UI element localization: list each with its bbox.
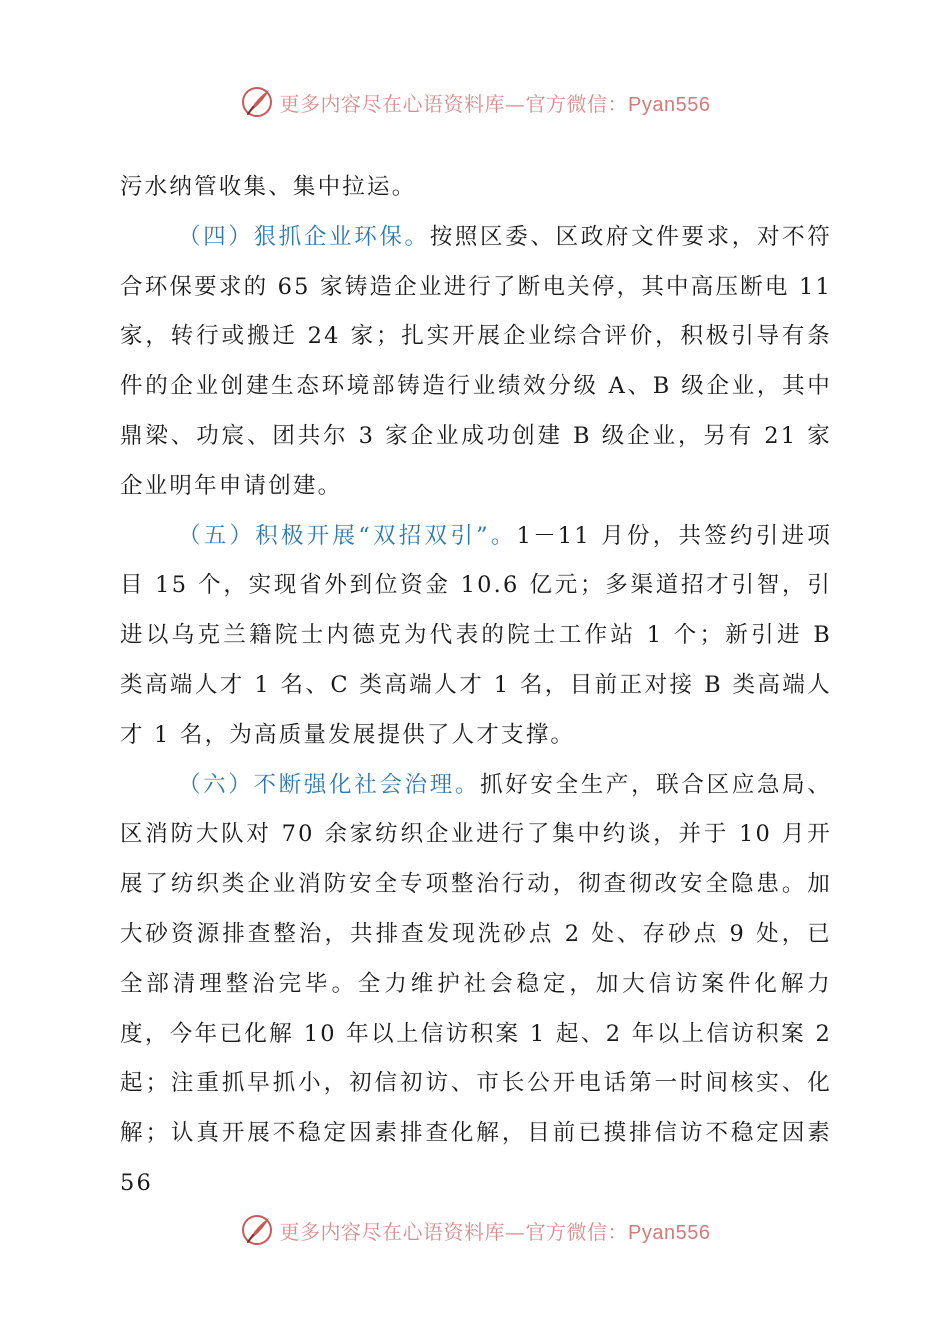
section-heading: （六）不断强化社会治理。 xyxy=(178,771,481,798)
watermark-handle: Pyan556 xyxy=(628,93,711,116)
paragraph-text: 按照区委、区政府文件要求，对不符合环保要求的 65 家铸造企业进行了断电关停，其中高压断电 11 家，转行或搬迁 24 家；扎实开展企业综合评价，积极引导有条件的企业创建生态环境部铸造行业绩效分级 A、B 级企业，其中鼎梁、功宸、团共尔 3 家企业成功创建 B 级企业，另有 21 家企业明年申请创建。 xyxy=(120,223,832,499)
watermark-handle: Pyan556 xyxy=(628,1221,711,1244)
paragraph-text: 抓好安全生产，联合区应急局、区消防大队对 70 余家纺织企业进行了集中约谈，并于 10 月开展了纺织类企业消防安全专项整治行动，彻查彻改安全隐患。加大砂资源排查整治，共排查发现洗砂点 2 处、存砂点 9 处，已全部清理整治完毕。全力维护社会稳定，加大信访案件化解力度，今年已化解 10 年以上信访积案 1 起、2 年以上信访积案 2 起；注重抓早抓小，初信初访、市长公开电话第一时间核实、化解；认真开展不稳定因素排查化解，目前已摸排信访不稳定因素 56 xyxy=(120,771,832,1196)
feather-pen-logo-icon xyxy=(240,85,274,119)
header-watermark xyxy=(0,82,950,122)
paragraph-section-5 xyxy=(120,512,832,761)
document-body xyxy=(120,163,832,1209)
paragraph-continuation xyxy=(120,163,832,213)
footer-watermark xyxy=(0,1210,950,1250)
section-heading: （五）积极开展“双招双引”。 xyxy=(178,522,517,549)
paragraph-text: 污水纳管收集、集中拉运。 xyxy=(120,174,417,200)
paragraph-text: 1－11 月份，共签约引进项目 15 个，实现省外到位资金 10.6 亿元；多渠道招才引智，引进以乌克兰籍院士内德克为代表的院士工作站 1 个；新引进 B 类高端人才 1 名、C 类高端人才 1 名，目前正对接 B 类高端人才 1 名，为高质量发展提供了人才支撑。 xyxy=(120,522,832,748)
watermark-text: 更多内容尽在心语资料库—官方微信：Pyan556 xyxy=(279,1219,711,1244)
feather-pen-logo-icon xyxy=(240,1213,274,1247)
watermark-text: 更多内容尽在心语资料库—官方微信：Pyan556 xyxy=(279,91,711,116)
paragraph-section-6 xyxy=(120,761,832,1209)
paragraph-section-4 xyxy=(120,213,832,512)
section-heading: （四）狠抓企业环保。 xyxy=(178,223,430,250)
